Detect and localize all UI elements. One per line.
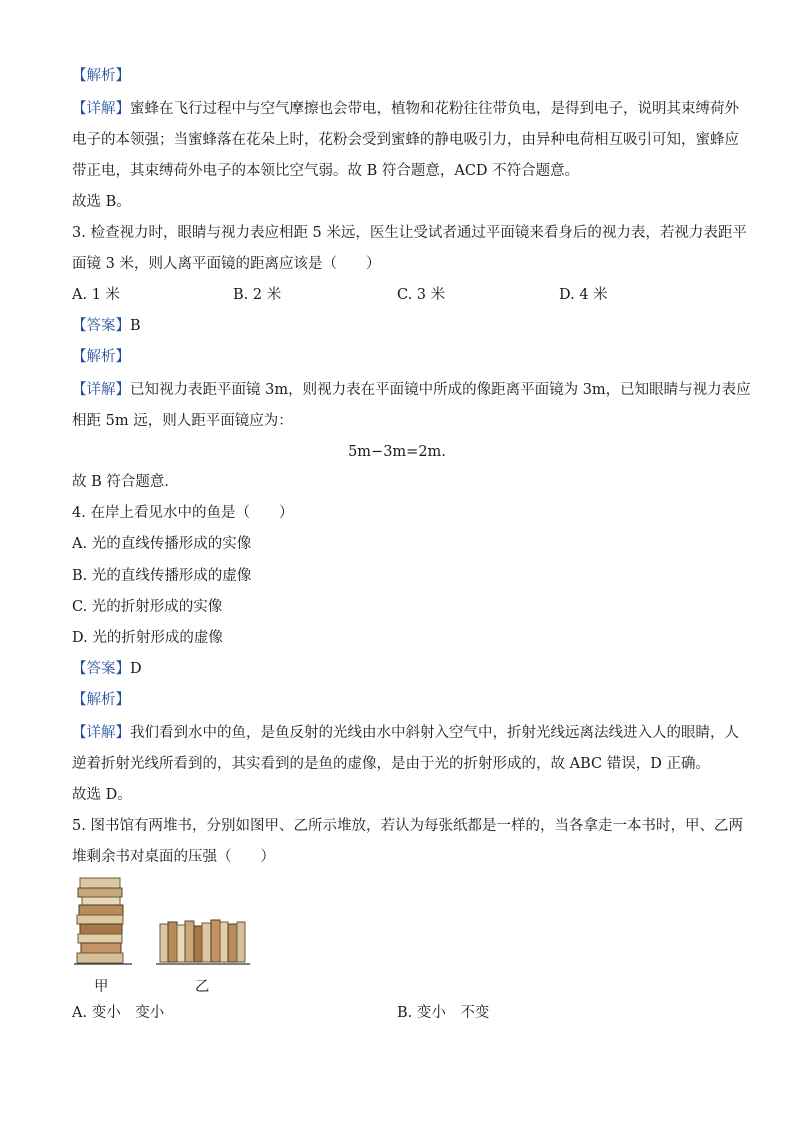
detail-line-1 <box>72 380 751 400</box>
option-a: A. 1 米 <box>72 287 121 303</box>
conclusion-text: 故 B 符合题意． <box>72 474 179 490</box>
answer-value: D <box>130 661 142 677</box>
figure-label-b: 乙 <box>195 979 210 995</box>
option-d: D. 光的折射形成的虚像 <box>72 630 223 646</box>
analysis-tag: 【解析】 <box>72 68 130 84</box>
question-5-stem-line-2: 堆剩余书对桌面的压强（ ） <box>72 849 275 865</box>
detail-line-3: 带正电，其束缚荷外电子的本领比空气弱。故 B 符合题意，ACD 不符合题意。 <box>72 163 580 179</box>
question-3-stem-line-2: 面镜 3 米，则人离平面镜的距离应该是（ ） <box>72 256 381 272</box>
formula: 5m−3m=2m. <box>348 444 446 460</box>
question-3-options <box>72 285 752 305</box>
detail-text: 已知视力表距平面镜 3m，则视力表在平面镜中所成的像距离平面镜为 3m，已知眼睛与视力表应 <box>130 382 751 398</box>
answer-tag: 【答案】 <box>72 661 130 677</box>
conclusion-text: 故选 B。 <box>72 194 131 210</box>
detail-text: 我们看到水中的鱼，是鱼反射的光线由水中斜射入空气中，折射光线远离法线进入人的眼睛，人 <box>130 725 739 741</box>
option-b: B. 光的直线传播形成的虚像 <box>72 568 252 584</box>
detail-tag: 【详解】 <box>72 725 130 741</box>
answer-tag: 【答案】 <box>72 318 130 334</box>
option-d: D. 4 米 <box>559 287 608 303</box>
detail-text: 蜜蜂在飞行过程中与空气摩擦也会带电，植物和花粉往往带负电，是得到电子，说明其束缚荷外 <box>130 101 739 117</box>
question-5-stem-line-1: 5. 图书馆有两堆书，分别如图甲、乙所示堆放，若认为每张纸都是一样的，当各拿走一本书时，甲、乙两 <box>72 818 743 834</box>
analysis-heading <box>72 66 130 86</box>
question-5-options <box>72 1003 752 1023</box>
detail-line-2: 电子的本领强；当蜜蜂落在花朵上时，花粉会受到蜜蜂的静电吸引力，由异种电荷相互吸引可知，蜜蜂应 <box>72 132 739 148</box>
option-c: C. 3 米 <box>397 287 446 303</box>
detail-line-1 <box>72 723 739 743</box>
answer-value: B <box>130 318 141 334</box>
detail-line-2: 逆着折射光线所看到的，其实看到的是鱼的虚像，是由于光的折射形成的，故 ABC 错误，D 正确。 <box>72 756 710 772</box>
question-4-stem: 4. 在岸上看见水中的鱼是（ ） <box>72 505 294 521</box>
detail-tag: 【详解】 <box>72 382 130 398</box>
detail-line-2: 相距 5m 远，则人距平面镜应为： <box>72 413 293 429</box>
question-3-stem-line-1: 3. 检查视力时，眼睛与视力表应相距 5 米远，医生让受试者通过平面镜来看身后的视力表，若视力表距平 <box>72 225 747 241</box>
book-stack-a-figure <box>74 876 134 970</box>
analysis-heading <box>72 347 130 367</box>
detail-tag: 【详解】 <box>72 101 130 117</box>
book-stack-b-figure <box>156 916 250 970</box>
option-a: A. 变小 变小 <box>72 1005 165 1021</box>
conclusion-text: 故选 D。 <box>72 787 132 803</box>
option-a: A. 光的直线传播形成的实像 <box>72 536 252 552</box>
analysis-tag: 【解析】 <box>72 349 130 365</box>
answer-line <box>72 316 141 336</box>
option-b: B. 2 米 <box>233 287 282 303</box>
answer-line <box>72 659 142 679</box>
analysis-tag: 【解析】 <box>72 692 130 708</box>
analysis-heading <box>72 690 130 710</box>
figure-label-a: 甲 <box>94 979 109 995</box>
detail-line-1 <box>72 99 739 119</box>
option-c: C. 光的折射形成的实像 <box>72 599 223 615</box>
option-b: B. 变小 不变 <box>397 1005 490 1021</box>
